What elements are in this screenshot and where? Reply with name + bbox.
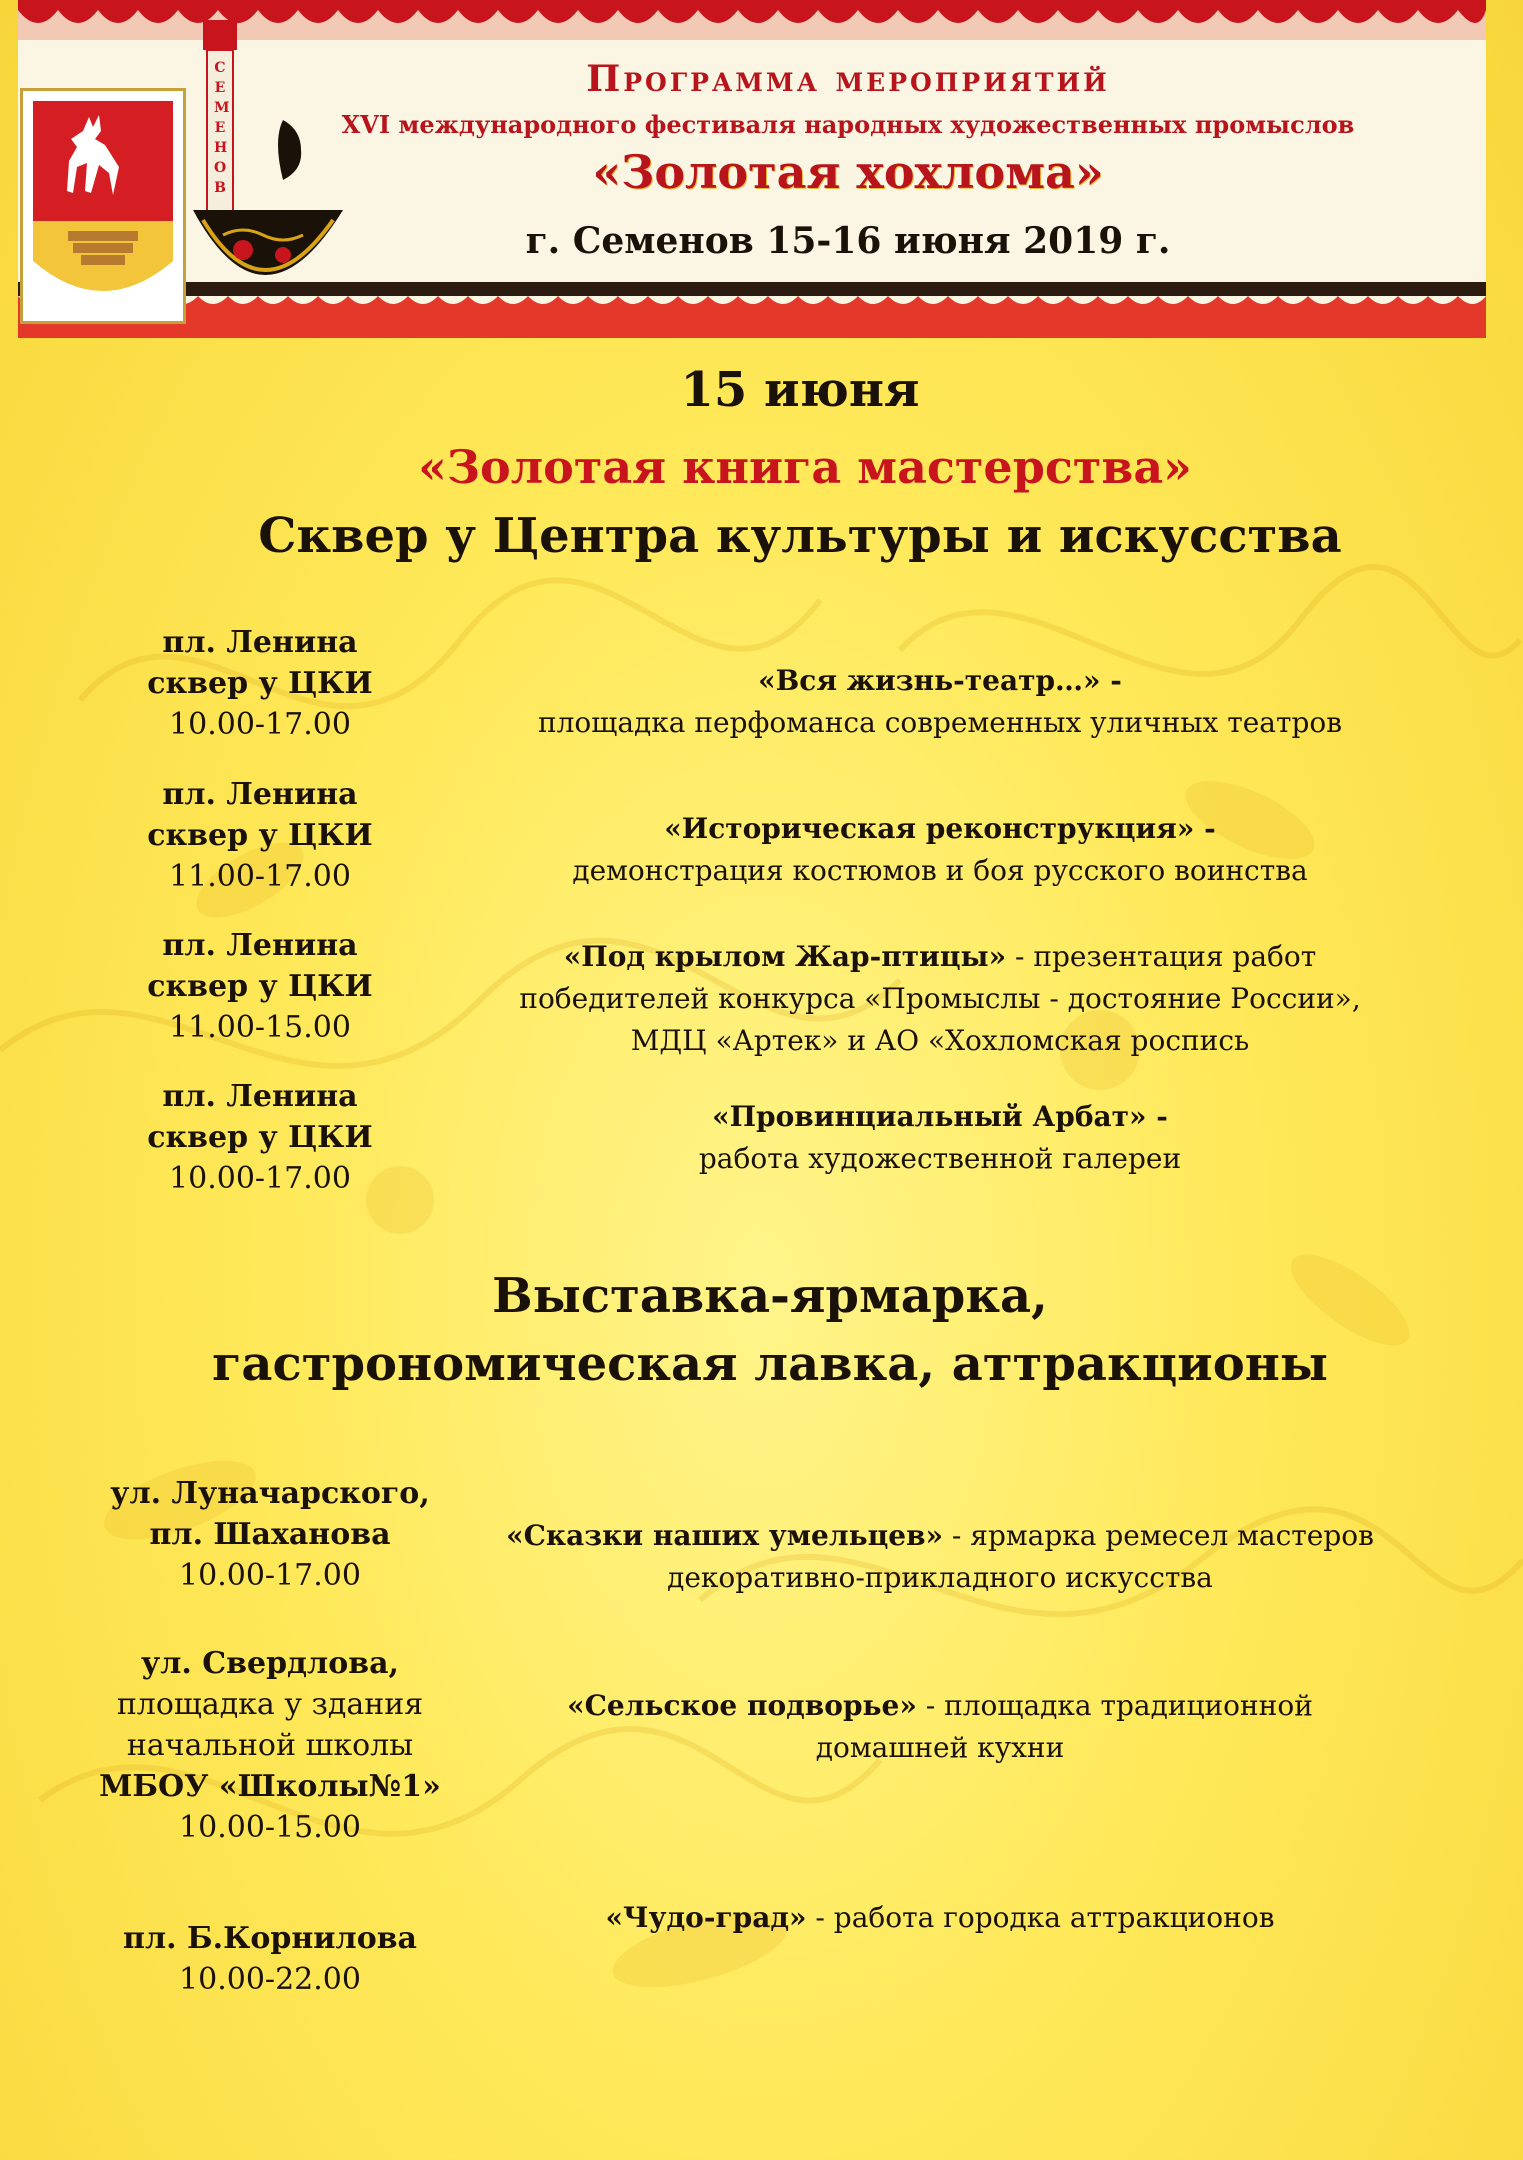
venue-heading: Сквер у Центра культуры и искусства: [258, 508, 1342, 564]
row-4-loc-line2: сквер у ЦКИ: [147, 1120, 373, 1155]
row-1-title: «Вся жизнь-театр…» -: [758, 664, 1122, 697]
row-1-description: [440, 660, 1440, 744]
header-banner: [18, 0, 1486, 338]
row-1-loc-line2: сквер у ЦКИ: [147, 666, 373, 701]
fair-row-2-location: [80, 1643, 460, 1848]
row-3-text1: - презентация работ: [1006, 940, 1317, 973]
fair-row-1-description: [440, 1515, 1440, 1599]
row-4-text: работа художественной галереи: [698, 1142, 1182, 1175]
fair-row-3-time: 10.00-22.00: [179, 1962, 361, 1997]
row-2-text: демонстрация костюмов и боя русского воинства: [572, 854, 1308, 887]
fair-row-2-description: [440, 1685, 1440, 1769]
fair-row-3-location: [80, 1918, 460, 2000]
row-3-loc-line1: пл. Ленина: [162, 928, 358, 963]
fair-row-1-location: [80, 1473, 460, 1596]
fair-row-1-loc-line1: ул. Луначарского,: [110, 1476, 430, 1511]
row-2-loc-line1: пл. Ленина: [162, 777, 358, 812]
row-4-location: [70, 1076, 450, 1199]
row-3-loc-line2: сквер у ЦКИ: [147, 969, 373, 1004]
section2-heading-line2: гастрономическая лавка, аттракционы: [211, 1336, 1329, 1392]
fair-row-3-description: [440, 1897, 1440, 1939]
row-1-location: [70, 622, 450, 745]
fair-row-3-loc-line1: пл. Б.Корнилова: [122, 1921, 417, 1956]
fair-row-2-loc-line3: начальной школы: [126, 1728, 414, 1763]
fair-row-1-loc-line2: пл. Шаханова: [149, 1517, 391, 1552]
fair-row-3-text1: - работа городка аттракционов: [806, 1901, 1275, 1934]
fair-row-2-text2: домашней кухни: [815, 1731, 1065, 1764]
fair-row-1-text1: - ярмарка ремесел мастеров: [943, 1519, 1374, 1552]
row-2-title: «Историческая реконструкция» -: [664, 812, 1216, 845]
fair-row-2-title: «Сельское подворье»: [567, 1689, 917, 1722]
row-4-description: [440, 1096, 1440, 1180]
row-3-text2: победителей конкурса «Промыслы - достояние России»,: [519, 982, 1361, 1015]
row-3-title: «Под крылом Жар-птицы»: [563, 940, 1007, 973]
fair-row-1-text2: декоративно-прикладного искусства: [667, 1561, 1213, 1594]
row-3-location: [70, 925, 450, 1048]
event-title: «Золотая книга мастерства»: [418, 440, 1192, 494]
fair-row-3-title: «Чудо-град»: [605, 1901, 807, 1934]
fair-row-2-text1: - площадка традиционной: [916, 1689, 1313, 1722]
fair-row-1-time: 10.00-17.00: [179, 1558, 361, 1593]
row-3-text3: МДЦ «Артек» и АО «Хохломская роспись: [630, 1024, 1250, 1057]
row-2-loc-line2: сквер у ЦКИ: [147, 818, 373, 853]
fair-row-2-loc-line2: площадка у здания: [116, 1687, 424, 1722]
section2-heading-line1: Выставка-ярмарка,: [492, 1268, 1048, 1324]
row-4-loc-line1: пл. Ленина: [162, 1079, 358, 1114]
bowl-vertical-label: СЕМЕНОВ: [214, 60, 230, 196]
row-4-time: 10.00-17.00: [169, 1161, 351, 1196]
fair-row-2-time: 10.00-15.00: [179, 1810, 361, 1845]
place-date: г. Семенов 15-16 июня 2019 г.: [525, 220, 1171, 262]
festival-name: «Золотая хохлома»: [592, 145, 1104, 199]
program-title: Программа мероприятий: [586, 58, 1110, 100]
row-1-time: 10.00-17.00: [169, 707, 351, 742]
fair-row-1-title: «Сказки наших умельцев»: [506, 1519, 944, 1552]
fair-row-2-loc-line4: МБОУ «Школы№1»: [99, 1769, 441, 1804]
fair-row-2-loc-line1: ул. Свердлова,: [141, 1646, 399, 1681]
festival-line: XVI международного фестиваля народных художественных промыслов: [341, 110, 1355, 139]
coat-of-arms-icon: [20, 88, 186, 324]
row-4-title: «Провинциальный Арбат» -: [712, 1100, 1168, 1133]
row-2-time: 11.00-17.00: [169, 859, 351, 894]
row-2-location: [70, 774, 450, 897]
row-3-description: [440, 936, 1440, 1062]
row-3-time: 11.00-15.00: [169, 1010, 351, 1045]
row-2-description: [440, 808, 1440, 892]
day-heading: 15 июня: [680, 362, 920, 418]
row-1-loc-line1: пл. Ленина: [162, 625, 358, 660]
row-1-text: площадка перфоманса современных уличных театров: [537, 706, 1342, 739]
